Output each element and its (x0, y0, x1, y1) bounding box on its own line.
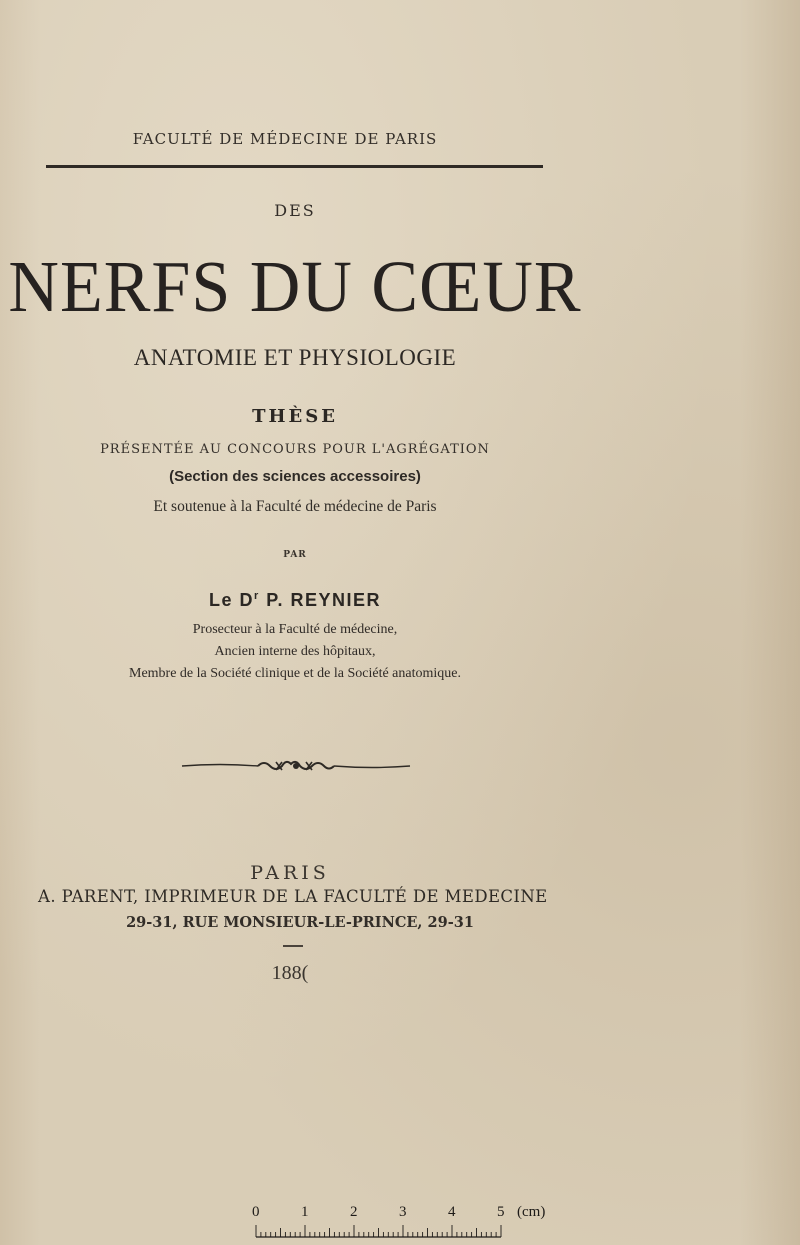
credential-line: Ancien interne des hôpitaux, (214, 644, 376, 659)
title-prefix: DES (274, 201, 316, 220)
author-surname: P. REYNIER (266, 590, 381, 610)
scale-label: 3 (399, 1204, 407, 1220)
scale-label: 1 (301, 1204, 309, 1220)
presentation-line: PRÉSENTÉE AU CONCOURS POUR L'AGRÉGATION (100, 442, 490, 457)
header-rule (46, 165, 543, 168)
scale-label: 2 (350, 1204, 358, 1220)
imprint-city: PARIS (250, 862, 330, 884)
imprint-printer: A. PARENT, IMPRIMEUR DE LA FACULTÉ DE MEDECINE (38, 887, 548, 906)
imprint-dash (283, 945, 303, 947)
author-prefix-sup: r (254, 590, 260, 602)
imprint-address: 29-31, RUE MONSIEUR-LE-PRINCE, 29-31 (126, 914, 474, 931)
faculty-header: FACULTÉ DE MÉDECINE DE PARIS (132, 130, 438, 148)
subtitle: ANATOMIE ET PHYSIOLOGIE (133, 345, 457, 370)
by-label: PAR (283, 550, 307, 560)
defended-line: Et soutenue à la Faculté de médecine de Paris (153, 498, 437, 515)
author-prefix: Le D (208, 590, 254, 610)
credential-line: Membre de la Société clinique et de la Société anatomique. (129, 666, 461, 681)
main-title: NERFS DU CŒUR (8, 247, 582, 328)
scale-label: 5 (497, 1204, 505, 1220)
scale-unit: (cm) (517, 1204, 546, 1220)
scale-label: 4 (448, 1204, 456, 1220)
scale-bar (252, 1204, 555, 1244)
credential-line: Prosecteur à la Faculté de médecine, (192, 622, 398, 637)
ornament-divider (180, 754, 412, 778)
author-name (0, 590, 590, 611)
scale-ruler (255, 1222, 505, 1240)
imprint-year: 188( (271, 962, 309, 984)
these-heading: THÈSE (252, 406, 338, 427)
scale-label: 0 (252, 1204, 260, 1220)
section-line: (Section des sciences accessoires) (169, 468, 421, 485)
